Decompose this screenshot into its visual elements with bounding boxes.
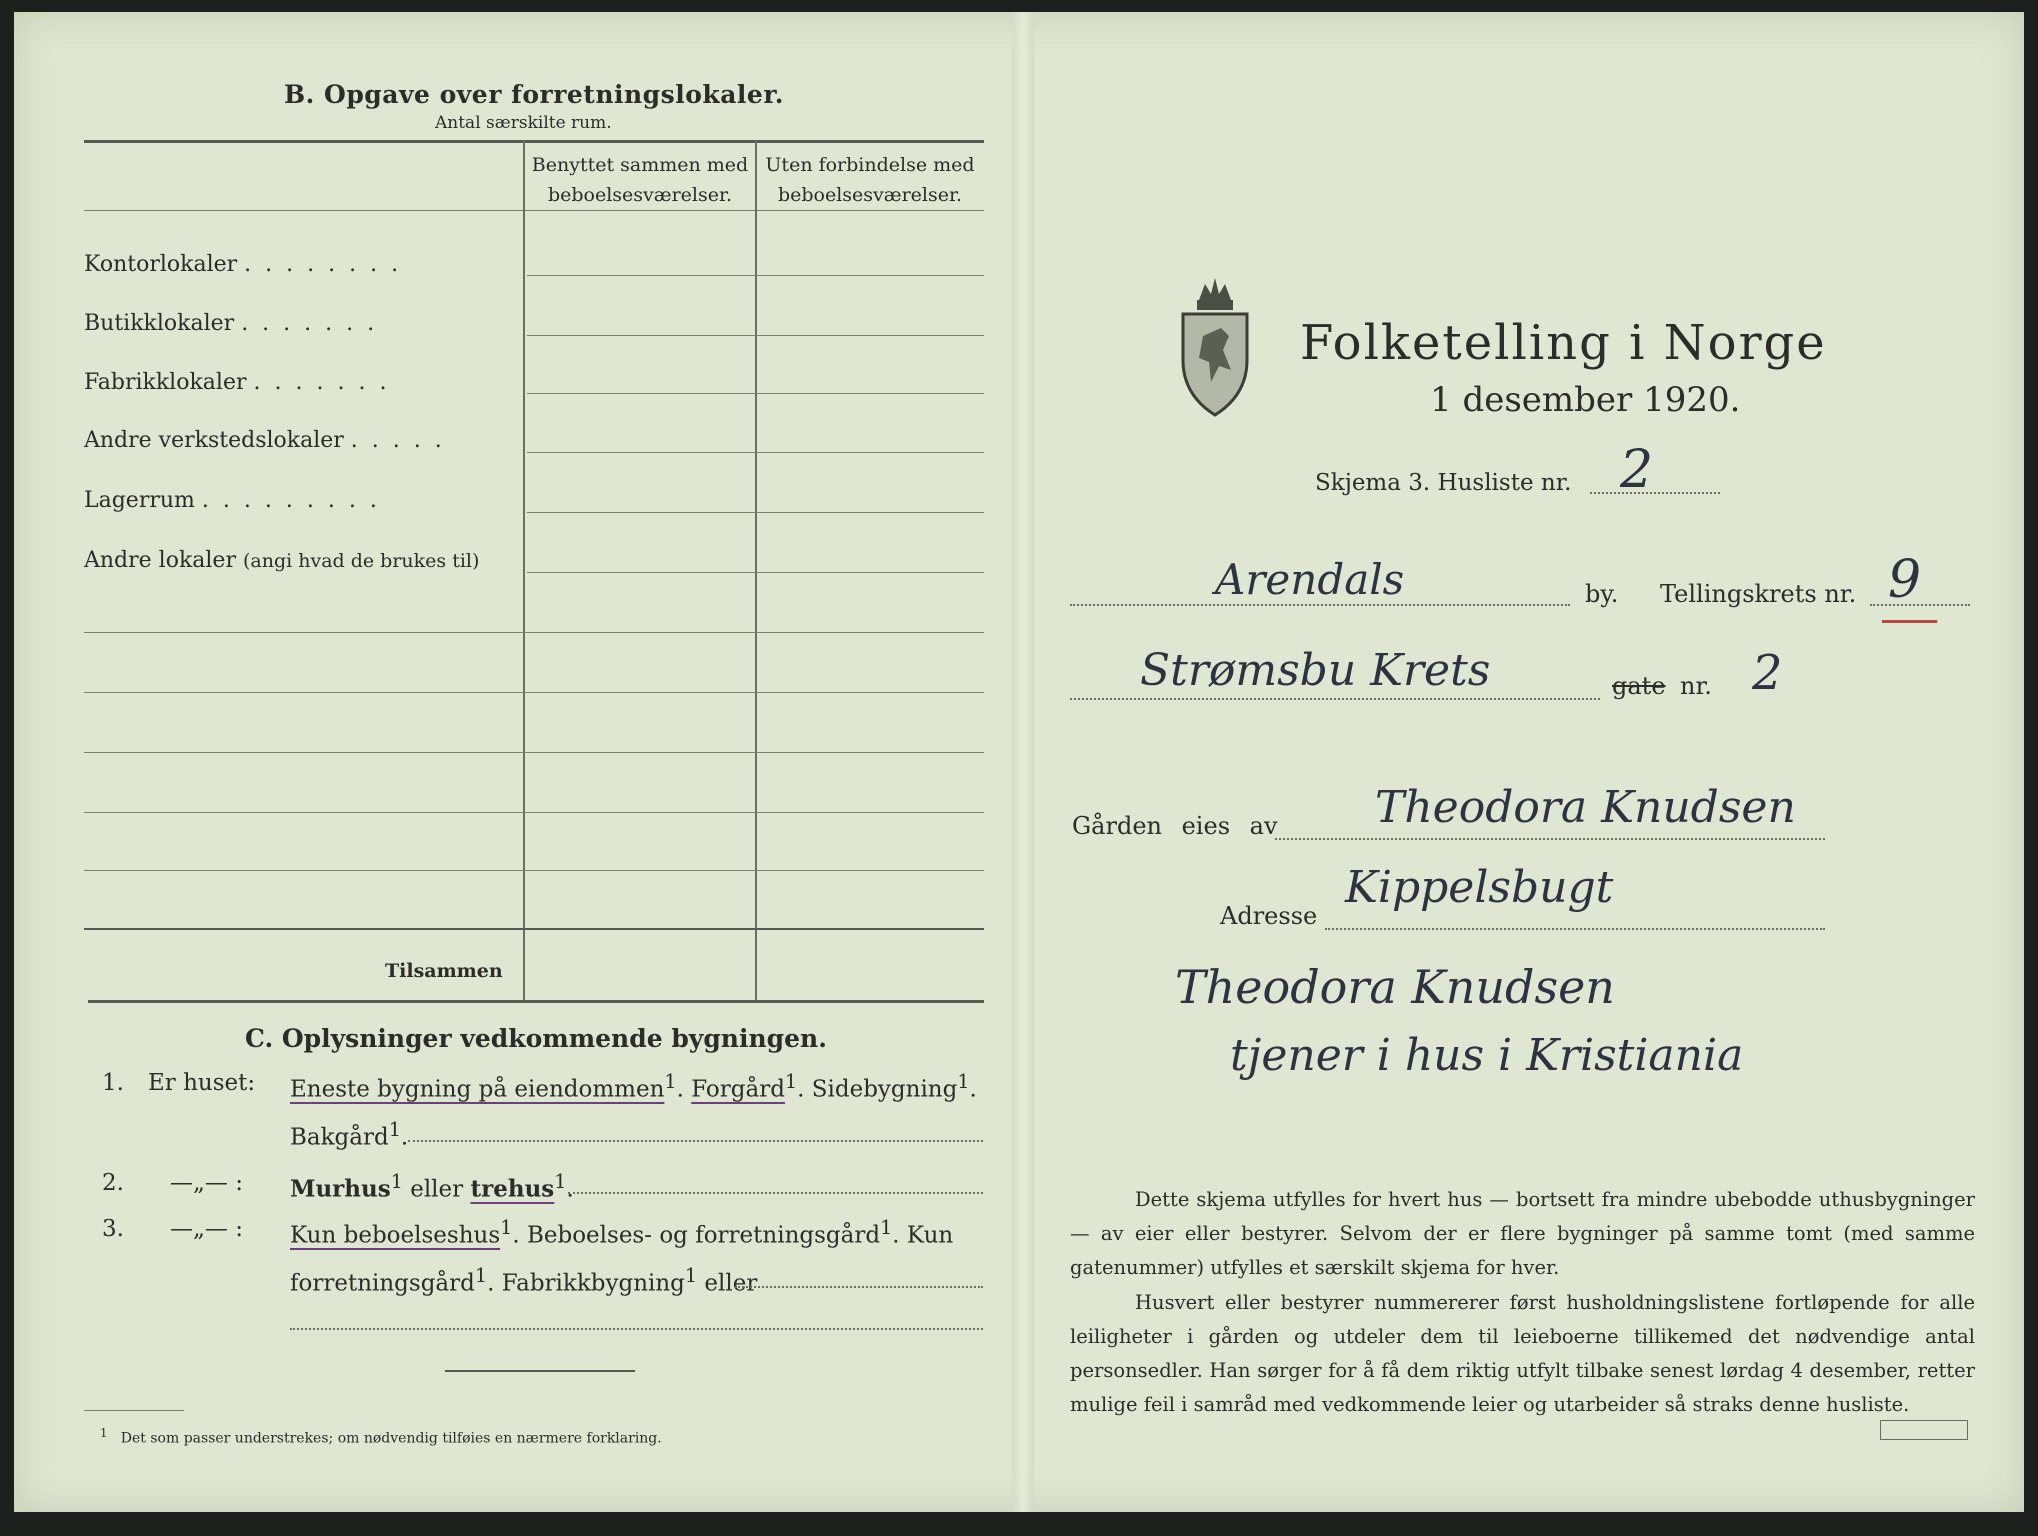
street-fill-line [1070,698,1600,700]
col2-divider [755,140,757,1000]
owner-fill-line [1275,838,1825,840]
total-label: Tilsammen [385,960,503,982]
address-handwritten: Kippelsbugt [1345,862,1614,913]
cover-date: 1 desember 1920. [1430,380,1741,420]
coat-of-arms-icon [1175,270,1255,420]
q3-option-fabrikk: Fabrikkbygning [501,1270,685,1297]
skjema-label: Skjema 3. Husliste nr. [1315,470,1572,496]
table-top-rule [84,140,984,143]
q3-options-cont: forretningsgård$^1$. Fabrikkbygning$^1$ eller [290,1264,758,1297]
q3-number: 3. [102,1216,124,1242]
krets-label: Tellingskrets nr. [1660,580,1857,608]
extra-handwritten-name: Theodora Knudsen [1175,960,1615,1014]
q1-option-bakgard: Bakgård$^1$. [290,1118,409,1151]
q3-options: Kun beboelseshus$^1$. Beboelses- og forretningsgård$^1$. Kun [290,1216,954,1249]
row-label-kontor: Kontorlokaler ........ [84,252,413,277]
table-header-rule [84,210,984,211]
cover-title: Folketelling i Norge [1300,315,1827,371]
row-rule-3 [527,393,984,394]
krets-number: 9 [1888,550,1922,610]
row-rule-2 [527,335,984,336]
row-label-verksted: Andre verkstedslokaler ..... [84,428,456,453]
q1-option-side: Sidebygning [811,1076,958,1103]
col1-header: Benyttet sammen med beboelsesværelser. [531,154,749,206]
q2-lead: —„— : [170,1170,243,1196]
by-label: by. [1585,580,1619,608]
q3-option-forretningsgard: forretningsgård [290,1270,475,1297]
section-b-title: B. Opgave over forretningslokaler. [284,80,784,109]
q2-fill-line [568,1192,983,1194]
q2-option-trehus: trehus [470,1175,555,1203]
row-rule-1 [527,275,984,276]
row-rule-5 [527,512,984,513]
row-label-lager: Lagerrum ......... [84,488,391,513]
row-rule-10 [84,812,984,813]
husliste-fill-line [1590,492,1720,494]
city-fill-line [1070,604,1570,606]
q2-number: 2. [102,1170,124,1196]
street-number: 2 [1752,645,1783,701]
row-label-andre: Andre lokaler (angi hvad de brukes til) [84,548,480,573]
instruction-para-2: Husvert eller bestyrer nummererer først husholdningslistene fortløpende for alle leiligheter i gården og utdeler dem til leieboerne tillikemed det nødvendige antal personsedler. Han sørger for å få dem riktig utfylt tilbake senest lørdag 4 desember, retter mulige feil i samråd med vedkommende leier og utarbeider så straks denne husliste. [1070,1291,1975,1416]
page-fold [1012,12,1034,1512]
q3-lead: —„— : [170,1216,243,1242]
husliste-number: 2 [1620,440,1654,500]
extra-handwritten-note: tjener i hus i Kristiania [1230,1030,1744,1081]
red-mark [1882,620,1937,623]
q3-option-beboelses-forretning: Beboelses- og forretningsgård [526,1222,881,1249]
table-bottom-rule [88,1000,984,1003]
q2-options: Murhus$^1$ eller trehus$^1$. [290,1170,574,1203]
table-sum-rule [84,928,984,930]
gate-label-struck: gate [1612,672,1666,700]
row-rule-7 [84,632,984,633]
q1-option-forgard: Forgård [691,1076,785,1103]
address-fill-line [1325,928,1825,930]
q1-number: 1. [102,1070,124,1096]
q3-option-kun-beboelse: Kun beboelseshus [290,1222,501,1249]
row-rule-6 [527,572,984,573]
row-rule-9 [84,752,984,753]
q3-fill-line-1 [735,1286,983,1288]
q1-lead: Er huset: [148,1070,256,1096]
row-rule-11 [84,870,984,871]
row-label-butikk: Butikklokaler ....... [84,311,389,336]
section-c-end-rule [445,1370,635,1372]
q1-option-eneste: Eneste bygning på eiendommen [290,1076,665,1103]
row-rule-4 [527,452,984,453]
krets-fill-line [1870,604,1970,606]
row-rule-8 [84,692,984,693]
printer-stamp [1880,1420,1968,1440]
footnote-rule [84,1410,184,1411]
q3-fill-line-2 [290,1328,983,1330]
q2-option-murhus: Murhus [290,1175,391,1203]
col2-header: Uten forbindelse med beboelsesværelser. [765,154,975,206]
street-nr-label: nr. [1680,672,1712,700]
city-handwritten: Arendals [1215,555,1405,604]
row-label-fabrikk: Fabrikklokaler ....... [84,370,401,395]
instruction-para-1: Dette skjema utfylles for hvert hus — bortsett fra mindre ubebodde uthusbygninger — av eier eller bestyrer. Selvom der er flere bygninger på samme tomt (med samme gatenummer) utfylles et særskilt skjema for hver. [1070,1188,1975,1279]
address-label: Adresse [1220,902,1318,930]
col1-divider [523,140,525,1000]
owner-handwritten: Theodora Knudsen [1375,782,1796,833]
q1-fill-line [408,1140,983,1142]
street-handwritten: Strømsbu Krets [1140,645,1491,696]
section-c-title: C. Oplysninger vedkommende bygningen. [245,1024,827,1053]
owner-label: Gården eies av [1072,812,1278,840]
q1-options: Eneste bygning på eiendommen$^1$. Forgård$^1$. Sidebygning$^1$. [290,1070,977,1103]
footnote: $^1$ Det som passer understrekes; om nødvendig tilføies en nærmere forklaring. [100,1426,662,1447]
section-b-subtitle: Antal særskilte rum. [435,113,612,133]
